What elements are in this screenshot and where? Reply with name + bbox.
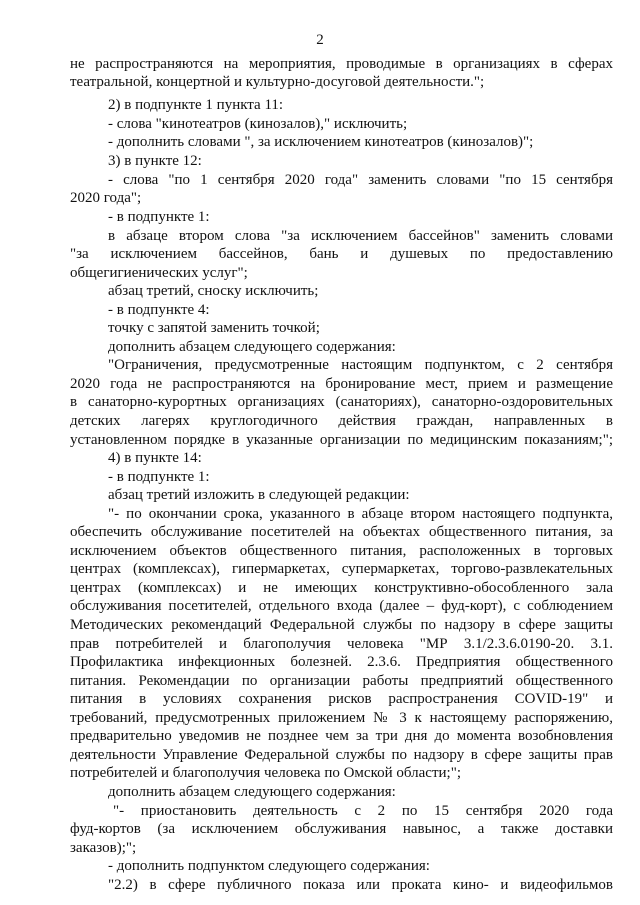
text-line: дополнить абзацем следующего содержания: bbox=[108, 784, 396, 800]
text-line: центрах (комплексах) и не имеющих конструктивно-обособленного зала bbox=[70, 580, 613, 596]
text-line: обеспечить обслуживание посетителей на объектах общественного питания, за bbox=[70, 524, 613, 540]
text-line: "Ограничения, предусмотренные настоящим подпунктом, с 2 сентября bbox=[108, 357, 613, 373]
text-line: театральной, концертной и культурно-досуговой деятельности."; bbox=[70, 74, 485, 90]
text-line: прав потребителей и благополучия человека "МР 3.1/2.3.6.0190-20. 3.1. bbox=[70, 636, 613, 652]
text-line: в абзаце втором слова "за исключением бассейнов" заменить словами bbox=[108, 228, 613, 244]
text-line: предварительно уведомив не позднее чем за три дня до момента возобновления bbox=[70, 728, 613, 744]
text-line: центрах (комплексах), гипермаркетах, супермаркетах, торгово-развлекательных bbox=[70, 561, 613, 577]
text-line: - дополнить словами ", за исключением кинотеатров (кинозалов)"; bbox=[108, 134, 534, 150]
text-line: исключением объектов общественного питания, расположенных в торговых bbox=[70, 543, 613, 559]
text-line: установленном порядке в указанные организации по медицинским показаниям;"; bbox=[70, 432, 613, 448]
text-line: питания в условиях сохранения рисков распространения COVID-19" и bbox=[70, 691, 613, 707]
text-line: 2) в подпункте 1 пункта 11: bbox=[108, 97, 284, 113]
text-line: - слова "кинотеатров (кинозалов)," исключить; bbox=[108, 116, 408, 132]
text-line: - слова "по 1 сентября 2020 года" заменить словами "по 15 сентября bbox=[108, 172, 613, 188]
text-line: - в подпункте 4: bbox=[108, 302, 210, 318]
text-line: не распространяются на мероприятия, проводимые в организациях в сферах bbox=[70, 56, 613, 72]
page-number: 2 bbox=[316, 32, 324, 48]
text-line: в санаторно-курортных организациях (санаториях), санаторно-оздоровительных bbox=[70, 394, 613, 410]
text-line: требований, предусмотренных приложением № 3 к настоящему распоряжению, bbox=[70, 710, 613, 726]
text-line: дополнить абзацем следующего содержания: bbox=[108, 339, 396, 355]
text-line: питания. Рекомендации по организации работы предприятий общественного bbox=[70, 673, 613, 689]
text-line: детских лагерях круглогодичного действия граждан, направленных в bbox=[70, 413, 613, 429]
text-line: потребителей и благополучия человека по Омской области;"; bbox=[70, 765, 461, 781]
text-line: заказов);"; bbox=[70, 840, 137, 856]
text-line: 2020 года не распространяются на бронирование мест, прием и размещение bbox=[70, 376, 613, 392]
text-line: Методических рекомендаций Федеральной службы по надзору в сфере защиты bbox=[70, 617, 613, 633]
text-line: фуд-кортов (за исключением обслуживания навынос, а также доставки bbox=[70, 821, 613, 837]
text-line: общегигиенических услуг"; bbox=[70, 265, 248, 281]
text-line: - в подпункте 1: bbox=[108, 209, 210, 225]
text-line: - дополнить подпунктом следующего содержания: bbox=[108, 858, 430, 874]
text-line: абзац третий, сноску исключить; bbox=[108, 283, 319, 299]
text-line: точку с запятой заменить точкой; bbox=[108, 320, 320, 336]
text-line: обслуживания посетителей, отдельного входа (далее – фуд-корт), с соблюдением bbox=[70, 598, 613, 614]
text-line: Профилактика инфекционных болезней. 2.3.6. Предприятия общественного bbox=[70, 654, 613, 670]
text-line: "за исключением бассейнов, бань и душевых по предоставлению bbox=[70, 246, 613, 262]
text-line: 4) в пункте 14: bbox=[108, 450, 202, 466]
text-line: "- по окончании срока, указанного в абзаце втором настоящего подпункта, bbox=[108, 506, 613, 522]
text-line: 2020 года"; bbox=[70, 190, 142, 206]
text-line: 3) в пункте 12: bbox=[108, 153, 202, 169]
text-line: "2.2) в сфере публичного показа или проката кино- и видеофильмов bbox=[108, 877, 613, 893]
text-line: - в подпункте 1: bbox=[108, 469, 210, 485]
text-line: деятельности Управление Федеральной службы по надзору в сфере защиты прав bbox=[70, 747, 613, 763]
text-line: "- приостановить деятельность с 2 по 15 сентября 2020 года bbox=[113, 803, 613, 819]
text-line: абзац третий изложить в следующей редакции: bbox=[108, 487, 410, 503]
